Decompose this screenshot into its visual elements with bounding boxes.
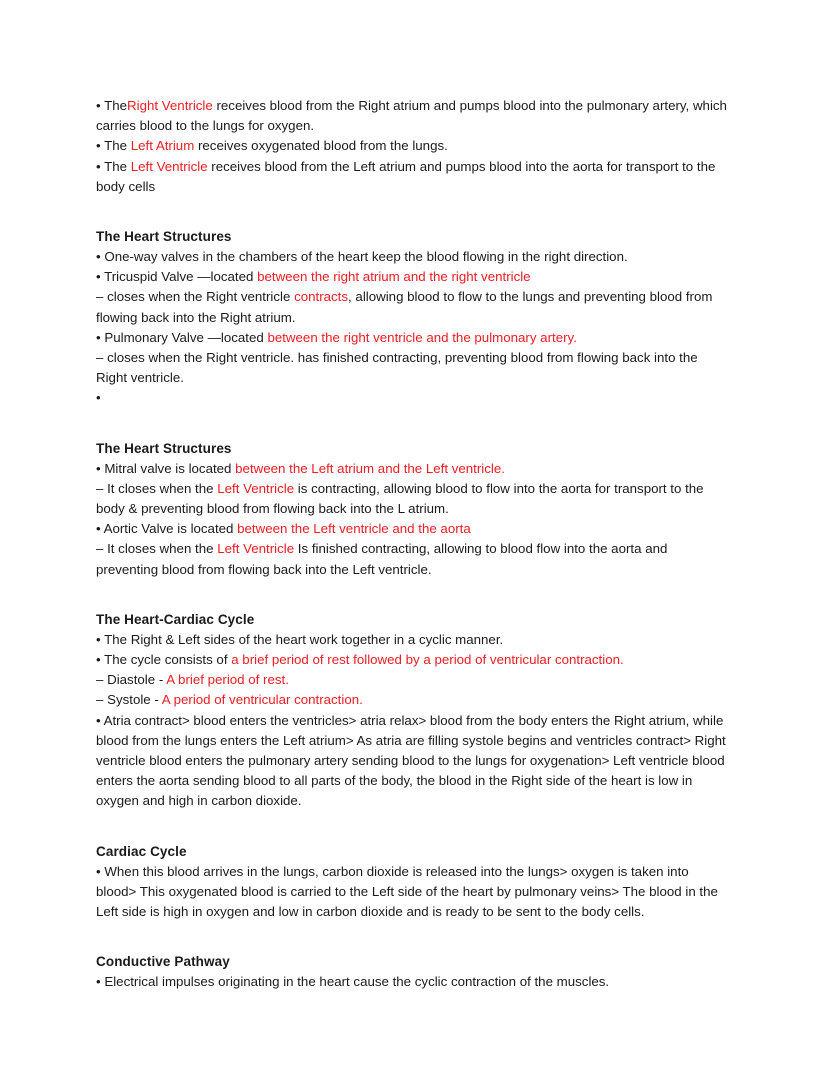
highlighted-text: Left Ventricle — [217, 480, 295, 496]
paragraph-right-ventricle-line — [96, 96, 732, 136]
highlighted-text: contracts — [294, 289, 349, 305]
paragraph-left-atrium-line — [96, 136, 732, 156]
section-spacer — [96, 922, 732, 952]
paragraph-left-ventricle-line — [96, 157, 732, 197]
body-text: – Systole - — [96, 692, 162, 708]
highlighted-text: a brief period of rest followed by a period of ventricular contraction. — [231, 652, 624, 668]
body-text: • — [96, 390, 101, 406]
body-text: – closes when the Right ventricle — [96, 289, 295, 305]
paragraph-mitral-valve-line — [96, 459, 732, 479]
body-text: • When this blood arrives in the lungs, carbon dioxide is released into the lungs> oxygen is taken into blood> This oxygenated blood is carried to the Left side of the heart by pulmonary veins> The blood in the Left side is high in oxygen and low in carbon dioxide and is ready to be sent to the body cells. — [96, 863, 718, 920]
section-heading: The Heart Structures — [96, 440, 232, 456]
body-text: • One-way valves in the chambers of the heart keep the blood flowing in the right direction. — [96, 249, 628, 265]
body-text: • Mitral valve is located — [96, 460, 236, 476]
paragraph-pulmonary-valve-line — [96, 328, 732, 348]
section-heading: The Heart Structures — [96, 229, 232, 245]
section-chambers-intro — [96, 96, 732, 197]
section-spacer — [96, 197, 732, 227]
highlighted-text: between the right ventricle and the pulmonary artery. — [267, 329, 577, 345]
paragraph-tricuspid-valve-line — [96, 267, 732, 287]
paragraph-pulmonary-closes-line — [96, 348, 732, 388]
section-heading: Cardiac Cycle — [96, 843, 187, 859]
body-text: receives blood from the Left atrium and pumps blood into the aorta for transport to the body cells — [96, 158, 716, 194]
body-text: – closes when the Right ventricle. has finished contracting, preventing blood from flowing back into the Right ventricle. — [96, 350, 698, 386]
paragraph-tricuspid-closes-line — [96, 287, 732, 327]
highlighted-text: between the Left atrium and the Left ventricle. — [235, 460, 505, 476]
section-conductive-pathway — [96, 952, 732, 992]
section-cardiac-cycle — [96, 842, 732, 923]
highlighted-text: Right Ventricle — [127, 98, 213, 113]
highlighted-text: Left Ventricle — [130, 158, 208, 174]
paragraph-electrical-impulses-line — [96, 972, 732, 992]
section-spacer — [96, 580, 732, 610]
body-text: is contracting, allowing blood to flow into the aorta for transport to the body & preventing blood from flowing back into the L atrium. — [96, 480, 704, 517]
paragraph-cyclic-manner-line — [96, 630, 732, 650]
body-text: Is finished contracting, allowing to blood flow into the aorta and preventing blood from flowing back into the Left ventricle. — [96, 541, 668, 577]
body-text: • Tricuspid Valve —located — [96, 269, 258, 285]
highlighted-text: between the Left ventricle and the aorta — [237, 521, 471, 537]
section-heart-structures-2 — [96, 439, 732, 580]
section-spacer — [96, 812, 732, 842]
body-text: – Diastole - — [96, 672, 167, 688]
body-text: • Electrical impulses originating in the heart cause the cyclic contraction of the muscles. — [96, 974, 610, 990]
highlighted-text: between the right atrium and the right ventricle — [257, 269, 531, 285]
section-spacer — [96, 409, 732, 439]
body-text: • Atria contract> blood enters the ventricles> atria relax> blood from the body enters the Right atrium, while blood from the lungs enters the Left atrium> As atria are filling systole begins and ventricles contract> Right ventricle blood enters the pulmonary artery sending blood to the lungs for oxygenation> Left ventricle blood enters the aorta sending blood to all parts of the body, the blood in the Right side of the heart is low in oxygen and high in carbon dioxide. — [96, 712, 726, 809]
section-heading: Conductive Pathway — [96, 954, 230, 970]
highlighted-text: A brief period of rest. — [166, 672, 289, 688]
body-text: receives oxygenated blood from the lungs. — [194, 138, 448, 154]
body-text: • Aortic Valve is located — [96, 521, 238, 537]
body-text: • The Right & Left sides of the heart work together in a cyclic manner. — [96, 631, 504, 647]
paragraph-lungs-gas-exchange-line — [96, 862, 732, 923]
section-heart-structures-1 — [96, 227, 732, 409]
body-text: • The — [96, 158, 131, 174]
highlighted-text: Left Ventricle — [217, 541, 295, 557]
body-text: receives blood from the Right atrium and pumps blood into the pulmonary artery, which carries blood to the lungs for oxygen. — [96, 98, 727, 134]
paragraph-one-way-valves-line — [96, 247, 732, 267]
section-heart-cardiac-cycle — [96, 610, 732, 812]
body-text: • The cycle consists of — [96, 652, 232, 668]
paragraph-aortic-valve-line — [96, 519, 732, 539]
paragraph-diastole-line — [96, 670, 732, 690]
paragraph-atria-contract-line — [96, 711, 732, 812]
body-text: , allowing blood to flow to the lungs and preventing blood from flowing back into the Right atrium. — [96, 289, 713, 325]
body-text: – It closes when the — [96, 541, 218, 557]
body-text: • Pulmonary Valve —located — [96, 329, 268, 345]
paragraph-empty-bullet-line — [96, 388, 732, 408]
body-text: • The — [96, 98, 128, 113]
highlighted-text: Left Atrium — [130, 138, 195, 154]
highlighted-text: A period of ventricular contraction. — [161, 692, 363, 708]
paragraph-mitral-closes-line — [96, 479, 732, 519]
paragraph-cycle-consists-line — [96, 650, 732, 670]
section-heading: The Heart-Cardiac Cycle — [96, 611, 255, 627]
body-text: – It closes when the — [96, 480, 218, 496]
document-content — [96, 96, 732, 993]
body-text: • The — [96, 138, 131, 154]
paragraph-systole-line — [96, 690, 732, 710]
paragraph-aortic-closes-line — [96, 539, 732, 579]
